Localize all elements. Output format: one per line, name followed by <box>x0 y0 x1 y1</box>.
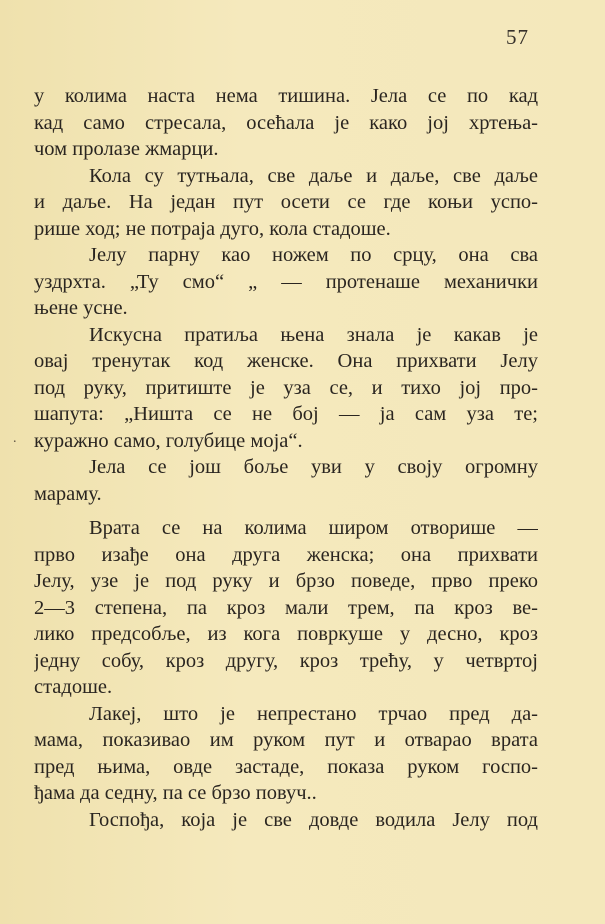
text-line: Кола су тутњала, све даље и даље, све даље <box>89 164 538 187</box>
text-line: Искусна пратиља њена знала је какав је <box>89 323 538 346</box>
text-line: рише ход; не потраја дуго, кола стадоше. <box>34 217 391 240</box>
text-line: Јелу парну као ножем по срцу, она сва <box>89 244 538 266</box>
text-line: чом пролазе жмарци. <box>34 138 219 160</box>
margin-mark: . <box>13 431 17 446</box>
page-number: 57 <box>506 25 529 49</box>
text-line: мама, показивао им руком пут и отварао врата <box>34 729 538 751</box>
text-line: 2—3 степена, па кроз мали трем, па кроз ве- <box>34 596 538 619</box>
text-line: у колима наста нема тишина. Јела се по кад <box>34 85 538 107</box>
text-line: стадоше. <box>34 676 113 698</box>
text-line: Госпођа, која је све довде водила Јелу под <box>89 808 538 831</box>
text-line: мараму. <box>34 482 102 505</box>
text-line: куражно само, голубице моја“. <box>34 429 303 452</box>
text-line: ђама да седну, па се брзо повуч.. <box>34 782 317 804</box>
text-line: прво изађе она друга женска; она прихвати <box>34 543 538 566</box>
text-line: и даље. На један пут осети се где коњи успо- <box>34 191 538 213</box>
text-line: уздрхта. „Ту смо“ „ — протенаше механички <box>34 270 538 293</box>
text-line: Јелу, узе је под руку и брзо поведе, прво преко <box>34 570 538 592</box>
text-line: једну собу, кроз другу, кроз трећу, у четвртој <box>34 649 538 672</box>
body-text <box>34 83 538 833</box>
text-line: њене усне. <box>34 297 128 319</box>
text-line: овај тренутак код женске. Она прихвати Јелу <box>34 350 538 372</box>
text-line: лико предсобље, из кога повркуше у десно, кроз <box>34 623 538 645</box>
text-line: Јела се још боље уви у своју огромну <box>89 456 538 478</box>
text-line: шапута: „Ништа се не бој — ја сам уза те; <box>34 403 538 425</box>
text-line: Врата се на колима широм отворише — <box>89 517 538 539</box>
text-line: пред њима, овде застаде, показа руком госпо- <box>34 755 538 778</box>
text-line: кад само стресала, осећала је како јој хртења- <box>34 111 538 134</box>
text-line: под руку, притиште је уза се, и тихо јој про- <box>34 376 538 399</box>
text-line: Лакеј, што је непрестано трчао пред да- <box>89 702 538 725</box>
